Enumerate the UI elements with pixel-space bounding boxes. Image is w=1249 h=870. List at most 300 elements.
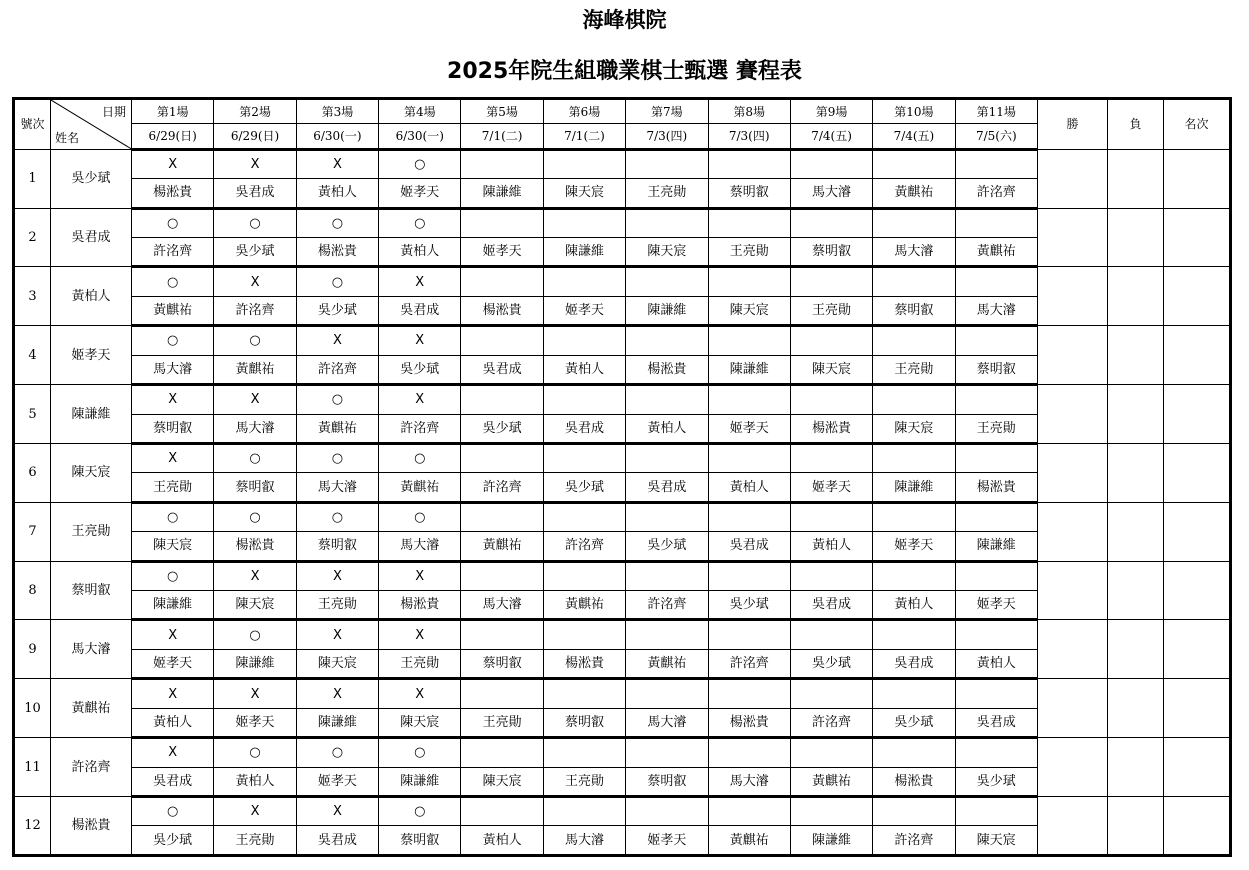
result-cell xyxy=(626,797,708,826)
result-cell xyxy=(626,149,708,178)
result-cell xyxy=(626,620,708,649)
opponent-cell: 黃柏人 xyxy=(214,767,296,796)
opponent-cell: 蔡明叡 xyxy=(790,237,872,266)
opponent-cell: 陳天宸 xyxy=(132,532,214,561)
opponent-cell: 吳君成 xyxy=(132,767,214,796)
opponent-cell: 馬大濬 xyxy=(708,767,790,796)
result-cell: ○ xyxy=(379,797,461,826)
result-cell xyxy=(873,679,955,708)
opponent-cell: 姬孝天 xyxy=(955,591,1037,620)
round-label: 第11場 xyxy=(955,99,1037,124)
opponent-cell: 王亮勛 xyxy=(708,237,790,266)
opponent-cell: 蔡明叡 xyxy=(955,355,1037,384)
opponent-cell: 蔡明叡 xyxy=(461,649,543,678)
result-cell xyxy=(708,208,790,237)
result-cell: X xyxy=(379,267,461,296)
opponent-cell: 黃麒祐 xyxy=(461,532,543,561)
opponent-cell: 吳君成 xyxy=(296,826,378,856)
opponent-cell: 陳謙維 xyxy=(132,591,214,620)
result-cell: ○ xyxy=(214,502,296,531)
opponent-cell: 陳謙維 xyxy=(708,355,790,384)
place-cell xyxy=(1164,679,1231,738)
losses-cell xyxy=(1108,208,1164,267)
result-cell xyxy=(708,738,790,767)
opponent-cell: 吳君成 xyxy=(543,414,625,443)
place-cell xyxy=(1164,620,1231,679)
opponent-cell: 姬孝天 xyxy=(461,237,543,266)
result-cell: X xyxy=(379,561,461,590)
loss-header: 負 xyxy=(1108,99,1164,150)
wins-cell xyxy=(1038,443,1108,502)
opponent-cell: 姬孝天 xyxy=(543,296,625,325)
place-cell xyxy=(1164,738,1231,797)
result-cell: ○ xyxy=(214,326,296,355)
page-title: 2025年院生組職業棋士甄選 賽程表 xyxy=(447,59,802,84)
result-cell xyxy=(790,620,872,649)
round-label: 第10場 xyxy=(873,99,955,124)
result-cell: X xyxy=(296,149,378,178)
round-label: 第4場 xyxy=(379,99,461,124)
result-cell: ○ xyxy=(296,738,378,767)
round-date: 6/29(日) xyxy=(132,124,214,149)
table-row xyxy=(14,326,1231,355)
result-cell xyxy=(708,561,790,590)
opponent-cell: 吳君成 xyxy=(790,591,872,620)
opponent-cell: 許洺齊 xyxy=(955,179,1037,208)
result-cell xyxy=(955,797,1037,826)
result-cell: ○ xyxy=(379,738,461,767)
result-cell: X xyxy=(214,679,296,708)
result-cell: ○ xyxy=(296,502,378,531)
result-cell: X xyxy=(132,443,214,472)
player-name: 王亮勛 xyxy=(51,502,132,561)
opponent-cell: 姬孝天 xyxy=(296,767,378,796)
round-date: 6/29(日) xyxy=(214,124,296,149)
result-cell xyxy=(708,679,790,708)
result-cell xyxy=(873,443,955,472)
result-cell xyxy=(626,738,708,767)
result-cell: ○ xyxy=(379,502,461,531)
player-number: 1 xyxy=(14,149,51,208)
opponent-cell: 吳少珷 xyxy=(626,532,708,561)
result-cell xyxy=(708,502,790,531)
opponent-cell: 王亮勛 xyxy=(790,296,872,325)
place-cell xyxy=(1164,267,1231,326)
result-cell xyxy=(626,326,708,355)
result-cell: X xyxy=(132,679,214,708)
opponent-cell: 楊淞貴 xyxy=(708,708,790,737)
player-name: 蔡明叡 xyxy=(51,561,132,620)
place-cell xyxy=(1164,443,1231,502)
opponent-cell: 許洺齊 xyxy=(873,826,955,856)
result-cell xyxy=(708,326,790,355)
opponent-cell: 姬孝天 xyxy=(214,708,296,737)
result-cell: ○ xyxy=(379,208,461,237)
opponent-cell: 姬孝天 xyxy=(626,826,708,856)
result-cell xyxy=(543,679,625,708)
player-name: 吳君成 xyxy=(51,208,132,267)
player-name: 馬大濬 xyxy=(51,620,132,679)
player-number: 12 xyxy=(14,797,51,856)
result-cell xyxy=(873,326,955,355)
round-date: 7/3(四) xyxy=(626,124,708,149)
table-row xyxy=(14,385,1231,414)
player-number: 4 xyxy=(14,326,51,385)
opponent-cell: 陳謙維 xyxy=(461,179,543,208)
opponent-cell: 吳少珷 xyxy=(955,767,1037,796)
result-cell: ○ xyxy=(132,502,214,531)
wins-cell xyxy=(1038,208,1108,267)
opponent-cell: 姬孝天 xyxy=(132,649,214,678)
opponent-cell: 楊淞貴 xyxy=(790,414,872,443)
result-cell xyxy=(461,385,543,414)
opponent-cell: 楊淞貴 xyxy=(296,237,378,266)
result-cell xyxy=(708,620,790,649)
result-cell xyxy=(955,149,1037,178)
losses-cell xyxy=(1108,738,1164,797)
schedule-table xyxy=(12,97,1232,857)
result-cell xyxy=(790,443,872,472)
result-cell: ○ xyxy=(214,620,296,649)
wins-cell xyxy=(1038,267,1108,326)
opponent-cell: 黃麒祐 xyxy=(790,767,872,796)
opponent-cell: 陳天宸 xyxy=(626,237,708,266)
opponent-cell: 許洺齊 xyxy=(132,237,214,266)
wins-cell xyxy=(1038,620,1108,679)
result-cell: ○ xyxy=(296,385,378,414)
opponent-cell: 吳少珷 xyxy=(461,414,543,443)
opponent-cell: 黃柏人 xyxy=(296,179,378,208)
result-cell: ○ xyxy=(296,443,378,472)
losses-cell xyxy=(1108,620,1164,679)
result-cell xyxy=(873,267,955,296)
round-label: 第9場 xyxy=(790,99,872,124)
opponent-cell: 黃柏人 xyxy=(873,591,955,620)
player-number: 9 xyxy=(14,620,51,679)
opponent-cell: 楊淞貴 xyxy=(132,179,214,208)
round-date: 7/4(五) xyxy=(790,124,872,149)
result-cell xyxy=(461,208,543,237)
org-title: 海峰棋院 xyxy=(582,8,667,32)
result-cell xyxy=(955,326,1037,355)
opponent-cell: 吳少珷 xyxy=(379,355,461,384)
opponent-cell: 楊淞貴 xyxy=(955,473,1037,502)
opponent-cell: 馬大濬 xyxy=(132,355,214,384)
result-cell: ○ xyxy=(132,208,214,237)
result-cell xyxy=(708,149,790,178)
result-cell xyxy=(790,149,872,178)
result-cell xyxy=(873,738,955,767)
opponent-cell: 黃麒祐 xyxy=(379,473,461,502)
opponent-cell: 陳天宸 xyxy=(461,767,543,796)
losses-cell xyxy=(1108,149,1164,208)
result-cell xyxy=(955,679,1037,708)
opponent-cell: 陳謙維 xyxy=(873,473,955,502)
opponent-cell: 陳天宸 xyxy=(543,179,625,208)
losses-cell xyxy=(1108,561,1164,620)
player-number: 2 xyxy=(14,208,51,267)
result-cell: X xyxy=(132,738,214,767)
result-cell xyxy=(955,561,1037,590)
opponent-cell: 陳天宸 xyxy=(214,591,296,620)
result-cell: ○ xyxy=(132,326,214,355)
opponent-cell: 陳謙維 xyxy=(543,237,625,266)
opponent-cell: 陳天宸 xyxy=(296,649,378,678)
round-label: 第7場 xyxy=(626,99,708,124)
round-label: 第8場 xyxy=(708,99,790,124)
opponent-cell: 吳少珷 xyxy=(296,296,378,325)
result-cell xyxy=(543,267,625,296)
round-date: 7/4(五) xyxy=(873,124,955,149)
opponent-cell: 黃麒祐 xyxy=(873,179,955,208)
losses-cell xyxy=(1108,267,1164,326)
result-cell xyxy=(873,502,955,531)
opponent-cell: 黃柏人 xyxy=(626,414,708,443)
table-row xyxy=(14,738,1231,767)
result-cell: ○ xyxy=(214,208,296,237)
opponent-cell: 蔡明叡 xyxy=(296,532,378,561)
opponent-cell: 黃柏人 xyxy=(543,355,625,384)
result-cell: X xyxy=(379,679,461,708)
losses-cell xyxy=(1108,797,1164,856)
opponent-cell: 許洺齊 xyxy=(214,296,296,325)
round-date: 7/1(二) xyxy=(461,124,543,149)
opponent-cell: 王亮勛 xyxy=(873,355,955,384)
opponent-cell: 姬孝天 xyxy=(379,179,461,208)
opponent-cell: 馬大濬 xyxy=(296,473,378,502)
result-cell xyxy=(626,208,708,237)
losses-cell xyxy=(1108,679,1164,738)
opponent-cell: 蔡明叡 xyxy=(708,179,790,208)
opponent-cell: 許洺齊 xyxy=(379,414,461,443)
opponent-cell: 蔡明叡 xyxy=(214,473,296,502)
wins-cell xyxy=(1038,738,1108,797)
result-cell: ○ xyxy=(132,561,214,590)
result-cell: ○ xyxy=(132,267,214,296)
opponent-cell: 許洺齊 xyxy=(461,473,543,502)
player-name: 陳謙維 xyxy=(51,385,132,444)
opponent-cell: 黃麒祐 xyxy=(708,826,790,856)
opponent-cell: 馬大濬 xyxy=(379,532,461,561)
result-cell xyxy=(461,561,543,590)
rank-header: 號次 xyxy=(14,99,51,150)
losses-cell xyxy=(1108,326,1164,385)
player-number: 3 xyxy=(14,267,51,326)
result-cell xyxy=(790,738,872,767)
result-cell xyxy=(790,267,872,296)
result-cell: X xyxy=(214,797,296,826)
result-cell xyxy=(543,797,625,826)
losses-cell xyxy=(1108,443,1164,502)
opponent-cell: 吳少珷 xyxy=(214,237,296,266)
result-cell: ○ xyxy=(132,797,214,826)
opponent-cell: 黃柏人 xyxy=(132,708,214,737)
round-date: 7/5(六) xyxy=(955,124,1037,149)
losses-cell xyxy=(1108,502,1164,561)
opponent-cell: 許洺齊 xyxy=(708,649,790,678)
table-row xyxy=(14,561,1231,590)
name-label: 姓名 xyxy=(55,130,80,145)
table-row xyxy=(14,149,1231,178)
table-row xyxy=(14,620,1231,649)
result-cell xyxy=(790,326,872,355)
result-cell xyxy=(790,385,872,414)
result-cell xyxy=(873,797,955,826)
opponent-cell: 王亮勛 xyxy=(955,414,1037,443)
result-cell: ○ xyxy=(296,208,378,237)
result-cell xyxy=(461,502,543,531)
opponent-cell: 王亮勛 xyxy=(461,708,543,737)
opponent-cell: 蔡明叡 xyxy=(132,414,214,443)
wins-cell xyxy=(1038,797,1108,856)
result-cell: X xyxy=(132,620,214,649)
opponent-cell: 馬大濬 xyxy=(873,237,955,266)
round-date: 6/30(一) xyxy=(296,124,378,149)
opponent-cell: 陳謙維 xyxy=(626,296,708,325)
wins-cell xyxy=(1038,679,1108,738)
table-row xyxy=(14,443,1231,472)
result-cell xyxy=(626,443,708,472)
opponent-cell: 陳謙維 xyxy=(296,708,378,737)
table-row xyxy=(14,502,1231,531)
place-cell xyxy=(1164,561,1231,620)
opponent-cell: 陳謙維 xyxy=(214,649,296,678)
result-cell xyxy=(626,502,708,531)
result-cell: X xyxy=(379,385,461,414)
opponent-cell: 馬大濬 xyxy=(955,296,1037,325)
opponent-cell: 黃麒祐 xyxy=(543,591,625,620)
result-cell xyxy=(790,797,872,826)
date-label: 日期 xyxy=(101,105,126,119)
result-cell xyxy=(955,267,1037,296)
result-cell xyxy=(955,443,1037,472)
opponent-cell: 楊淞貴 xyxy=(214,532,296,561)
round-label: 第2場 xyxy=(214,99,296,124)
player-name: 楊淞貴 xyxy=(51,797,132,856)
opponent-cell: 吳少珷 xyxy=(708,591,790,620)
result-cell xyxy=(955,620,1037,649)
place-cell xyxy=(1164,502,1231,561)
opponent-cell: 許洺齊 xyxy=(296,355,378,384)
result-cell xyxy=(626,561,708,590)
result-cell: X xyxy=(296,561,378,590)
result-cell xyxy=(955,502,1037,531)
round-date: 6/30(一) xyxy=(379,124,461,149)
place-cell xyxy=(1164,797,1231,856)
opponent-cell: 吳君成 xyxy=(708,532,790,561)
opponent-cell: 陳天宸 xyxy=(873,414,955,443)
result-cell xyxy=(708,385,790,414)
result-cell: X xyxy=(132,149,214,178)
result-cell: X xyxy=(296,620,378,649)
losses-cell xyxy=(1108,385,1164,444)
round-label: 第6場 xyxy=(543,99,625,124)
result-cell: ○ xyxy=(214,738,296,767)
opponent-cell: 吳君成 xyxy=(955,708,1037,737)
opponent-cell: 陳謙維 xyxy=(790,826,872,856)
opponent-cell: 黃麒祐 xyxy=(626,649,708,678)
result-cell xyxy=(461,797,543,826)
opponent-cell: 王亮勛 xyxy=(379,649,461,678)
opponent-cell: 王亮勛 xyxy=(626,179,708,208)
result-cell: X xyxy=(132,385,214,414)
round-label: 第1場 xyxy=(132,99,214,124)
result-cell xyxy=(955,208,1037,237)
place-cell xyxy=(1164,208,1231,267)
opponent-cell: 蔡明叡 xyxy=(379,826,461,856)
result-cell xyxy=(461,267,543,296)
opponent-cell: 楊淞貴 xyxy=(543,649,625,678)
result-cell xyxy=(543,443,625,472)
result-cell xyxy=(873,385,955,414)
place-header: 名次 xyxy=(1164,99,1231,150)
result-cell: X xyxy=(296,679,378,708)
opponent-cell: 馬大濬 xyxy=(790,179,872,208)
opponent-cell: 許洺齊 xyxy=(543,532,625,561)
result-cell xyxy=(873,561,955,590)
player-number: 11 xyxy=(14,738,51,797)
player-name: 吳少珷 xyxy=(51,149,132,208)
result-cell xyxy=(543,620,625,649)
opponent-cell: 楊淞貴 xyxy=(461,296,543,325)
opponent-cell: 馬大濬 xyxy=(626,708,708,737)
result-cell xyxy=(543,502,625,531)
player-number: 8 xyxy=(14,561,51,620)
result-cell xyxy=(461,326,543,355)
opponent-cell: 吳君成 xyxy=(461,355,543,384)
result-cell xyxy=(543,385,625,414)
result-cell xyxy=(461,149,543,178)
result-cell xyxy=(790,679,872,708)
opponent-cell: 陳天宸 xyxy=(790,355,872,384)
opponent-cell: 蔡明叡 xyxy=(543,708,625,737)
table-row xyxy=(14,208,1231,237)
result-cell xyxy=(626,385,708,414)
result-cell xyxy=(461,679,543,708)
result-cell xyxy=(626,679,708,708)
player-name: 黃麒祐 xyxy=(51,679,132,738)
opponent-cell: 吳少珷 xyxy=(873,708,955,737)
opponent-cell: 黃麒祐 xyxy=(955,237,1037,266)
result-cell xyxy=(790,502,872,531)
player-number: 5 xyxy=(14,385,51,444)
wins-cell xyxy=(1038,149,1108,208)
opponent-cell: 馬大濬 xyxy=(214,414,296,443)
result-cell xyxy=(873,149,955,178)
round-label: 第5場 xyxy=(461,99,543,124)
result-cell: ○ xyxy=(379,443,461,472)
opponent-cell: 陳謙維 xyxy=(379,767,461,796)
opponent-cell: 吳君成 xyxy=(626,473,708,502)
win-header: 勝 xyxy=(1038,99,1108,150)
player-name: 姬孝天 xyxy=(51,326,132,385)
opponent-cell: 陳謙維 xyxy=(955,532,1037,561)
opponent-cell: 吳君成 xyxy=(873,649,955,678)
opponent-cell: 黃麒祐 xyxy=(214,355,296,384)
result-cell xyxy=(543,208,625,237)
result-cell xyxy=(790,208,872,237)
result-cell: X xyxy=(296,797,378,826)
result-cell xyxy=(955,385,1037,414)
result-cell xyxy=(461,443,543,472)
result-cell xyxy=(543,149,625,178)
result-cell: ○ xyxy=(214,443,296,472)
round-label: 第3場 xyxy=(296,99,378,124)
result-cell xyxy=(873,620,955,649)
result-cell: X xyxy=(379,326,461,355)
opponent-cell: 姬孝天 xyxy=(790,473,872,502)
result-cell xyxy=(790,561,872,590)
